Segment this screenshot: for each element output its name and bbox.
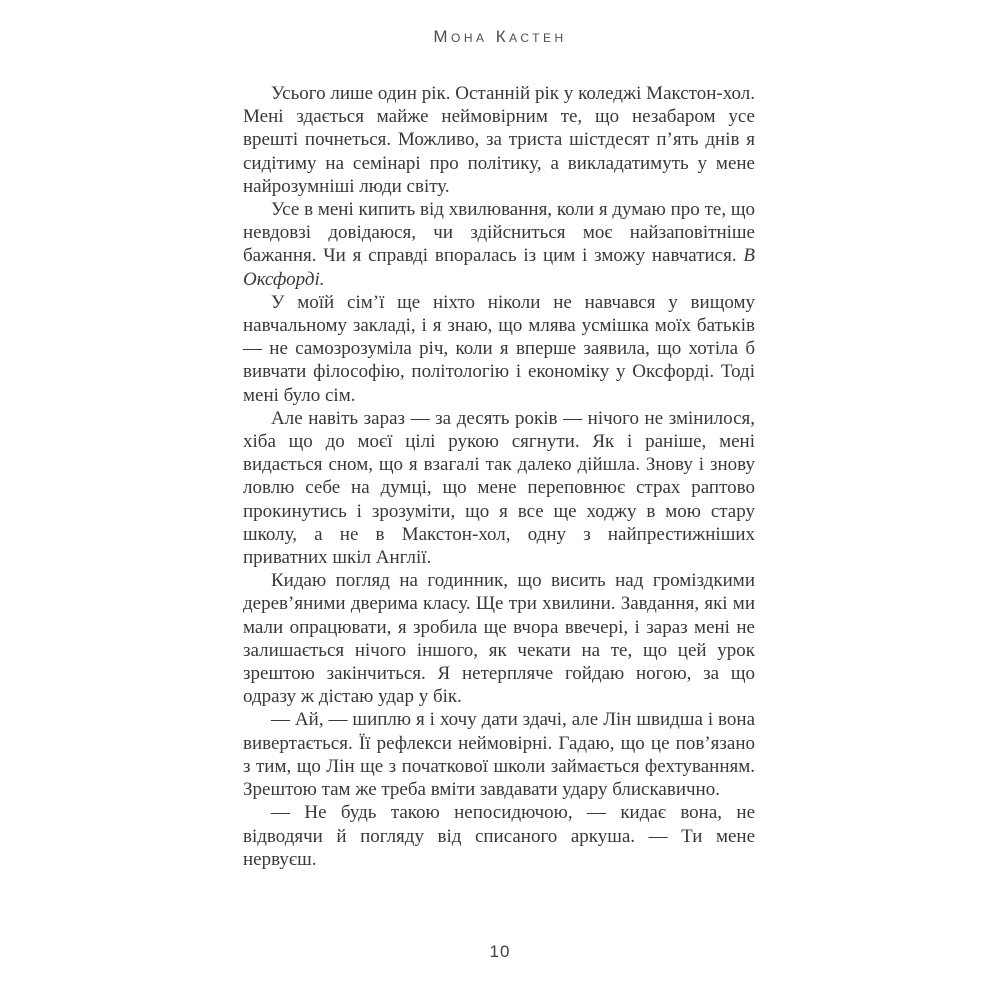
paragraph xyxy=(243,569,755,708)
paragraph-text: Але навіть зараз — за десять років — нічого не змінилося, хіба що до моєї цілі рукою сягнути. Як і раніше, мені видається сном, що я взагалі так далеко дійшла. Знову і знову ловлю себе на думці, що мене переповнює страх раптово прокинутись і зрозуміти, що я все ще ходжу в мою стару школу, а не в Макстон-хол, одну з найпрестижніших приватних шкіл Англії. xyxy=(243,407,755,569)
paragraph-text: У моїй сім’ї ще ніхто ніколи не навчався у вищому навчальному закладі, і я знаю, що млява усмішка моїх батьків — не самозрозуміла річ, коли я вперше заявила, що хотіла б вивчати філософію, політологію і економіку у Оксфорді. Тоді мені було сім. xyxy=(243,291,755,406)
paragraph xyxy=(243,407,755,569)
paragraph-text: Кидаю погляд на годинник, що висить над громіздкими дерев’яними дверима класу. Ще три хвилини. Завдання, які ми мали опрацювати, я зробила ще вчора ввечері, і зараз мені не залишається нічого іншого, як чекати на те, що цей урок зрештою закінчиться. Я нетерпляче гойдаю ногою, за що одразу ж дістаю удар у бік. xyxy=(243,570,755,708)
paragraph-text: — Не будь такою непосидючою, — кидає вона, не відводячи й погляду від списаного аркуша. — Ти мене нервуєш. xyxy=(243,802,755,870)
paragraph xyxy=(243,198,755,291)
running-header-author: Мона Кастен xyxy=(433,27,567,46)
paragraph-text: Усе в мені кипить від хвилювання, коли я думаю про те, що невдовзі довідаюся, чи здійсниться моє найзаповітніше бажання. Чи я справді впоралась із цим і зможу навчатися. xyxy=(243,199,755,267)
paragraph xyxy=(243,291,755,407)
paragraph xyxy=(243,82,755,198)
paragraph-text: Усього лише один рік. Останній рік у коледжі Макстон-хол. Мені здається майже неймовірним те, що незабаром усе врешті почнеться. Можливо, за триста шістдесят п’ять днів я сидітиму на семінарі про політику, а викладатимуть у мене найрозумніші люди світу. xyxy=(243,83,755,197)
page-number: 10 xyxy=(489,942,511,961)
italic-phrase: В Оксфорді. xyxy=(243,245,755,290)
paragraph-text: — Ай, — шиплю я і хочу дати здачі, але Лін швидша і вона вивертається. Її рефлекси неймовірні. Гадаю, що це пов’язано з тим, що Лін ще з початкової школи займається фехтуванням. Зрештою там же треба вміти завдавати удару блискавично. xyxy=(243,709,755,801)
paragraph-dialogue xyxy=(243,801,755,871)
body-text xyxy=(243,82,755,871)
paragraph-dialogue xyxy=(243,708,755,801)
